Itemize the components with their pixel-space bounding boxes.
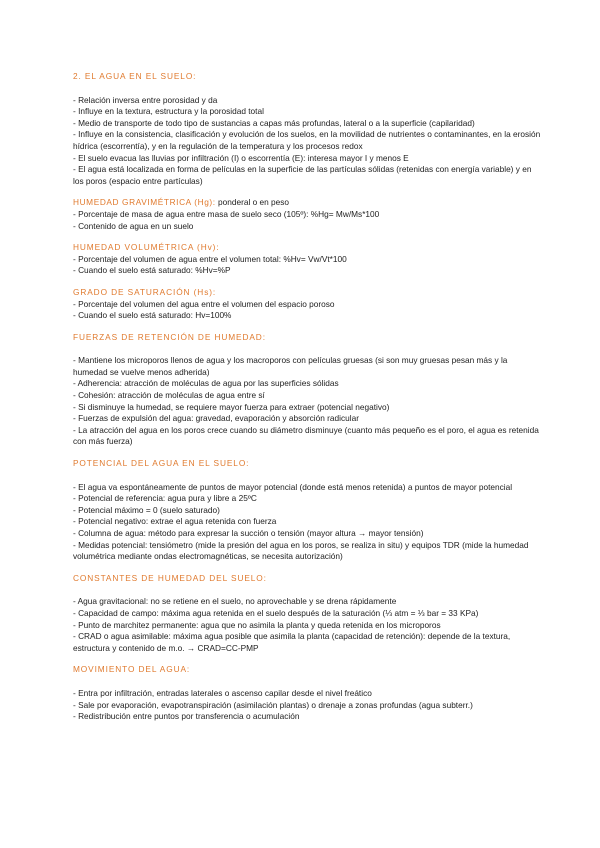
water-movement-list [73, 688, 543, 723]
list-item: - Redistribución entre puntos por transferencia o acumulación [73, 711, 300, 722]
list-item: - Medio de transporte de todo tipo de sustancias a capas más profundas, lateral o a la superficie (capilaridad) [73, 117, 475, 128]
list-item: - El agua va espontáneamente de puntos de mayor potencial (donde está menos retenida) a puntos de mayor potencial [73, 481, 513, 492]
list-item: - Agua gravitacional: no se retiene en el suelo, no aprovechable y se drena rápidamente [73, 596, 397, 607]
saturation-heading: GRADO DE SATURACIÓN (Hs): [73, 286, 217, 297]
water-potential-heading: POTENCIAL DEL AGUA EN EL SUELO: [73, 458, 250, 469]
list-item: - Relación inversa entre porosidad y da [73, 94, 218, 105]
list-item: - La atracción del agua en los poros crece cuando su diámetro disminuye (cuanto más pequeño es el poro, el agua es retenida con más fuerza) [73, 424, 539, 447]
list-item: - Punto de marchitez permanente: agua que no asimila la planta y queda retenida en los microporos [73, 619, 441, 630]
water-potential-list [73, 482, 543, 563]
saturation-list [73, 299, 543, 322]
list-item: - Entra por infiltración, entradas laterales o ascenso capilar desde el nivel freático [73, 687, 372, 698]
gravimetric-suffix: ponderal o en peso [215, 197, 290, 208]
retention-forces-list [73, 355, 543, 448]
section-title: 2. EL AGUA EN EL SUELO: [73, 71, 197, 81]
list-item: - Porcentaje del volumen del agua entre el volumen del espacio poroso [73, 298, 335, 309]
list-item: - Porcentaje de masa de agua entre masa de suelo seco (105º): %Hg= Mw/Ms*100 [73, 208, 380, 219]
moisture-constants-heading: CONSTANTES DE HUMEDAD DEL SUELO: [73, 572, 267, 583]
gravimetric-list [73, 209, 543, 232]
list-item: - Mantiene los microporos llenos de agua y los macroporos con películas gruesas (si son muy gruesas pesan más y la humedad se vuelve menos adherida) [73, 355, 508, 377]
document-page [73, 71, 543, 723]
volumetric-list [73, 254, 543, 277]
list-item: - CRAD o agua asimilable: máxima agua posible que asimila la planta (capacidad de retención): depende de la textura, estructura y contenido de m.o. → CRAD=CC-PMP [73, 631, 511, 653]
list-item: - El suelo evacua las lluvias por infiltración (I) o escorrentía (E): interesa mayor I y menos E [73, 152, 409, 163]
list-item: - Sale por evaporación, evapotranspiración (asimilación plantas) o drenaje a zonas profundas (agua subterr.) [73, 699, 473, 710]
retention-forces-heading: FUERZAS DE RETENCIÓN DE HUMEDAD: [73, 331, 266, 342]
list-item: - Cuando el suelo está saturado: %Hv=%P [73, 265, 231, 276]
gravimetric-label: HUMEDAD GRAVIMÉTRICA (Hg): [73, 197, 216, 208]
list-item: - Fuerzas de expulsión del agua: gravedad, evaporación y absorción radicular [73, 413, 359, 424]
list-item: - Adherencia: atracción de moléculas de agua por las superficies sólidas [73, 378, 339, 389]
intro-list [73, 95, 543, 188]
list-item: - Columna de agua: método para expresar la succión o tensión (mayor altura → mayor tensión) [73, 528, 424, 538]
list-item: - Medidas potencial: tensiómetro (mide la presión del agua en los poros, se realiza in situ) y equipos TDR (mide la humedad volumétrica mediante ondas electromagnéticas, se necesita autorización) [73, 539, 529, 562]
volumetric-heading: HUMEDAD VOLUMÉTRICA (Hv): [73, 242, 220, 253]
list-item: - Potencial máximo = 0 (suelo saturado) [73, 504, 220, 515]
water-movement-heading: MOVIMIENTO DEL AGUA: [73, 664, 191, 675]
list-item: - Influye en la consistencia, clasificación y evolución de los suelos, en la movilidad de nutrientes o contaminantes, en la erosión hídrica (escorrentía), y en la regulación de la temperatura y los procesos redox [73, 129, 541, 151]
list-item: - Porcentaje del volumen de agua entre el volumen total: %Hv= Vw/Vt*100 [73, 253, 347, 264]
list-item: - Cuando el suelo está saturado: Hv=100% [73, 310, 232, 321]
list-item: - Capacidad de campo: máxima agua retenida en el suelo después de la saturación (⅓ atm = ⅓ bar = 33 KPa) [73, 607, 479, 618]
moisture-constants-list [73, 596, 543, 654]
list-item: - Influye en la textura, estructura y la porosidad total [73, 106, 264, 117]
list-item: - Potencial de referencia: agua pura y libre a 25ºC [73, 493, 257, 504]
list-item: - Si disminuye la humedad, se requiere mayor fuerza para extraer (potencial negativo) [73, 401, 390, 412]
list-item: - El agua está localizada en forma de películas en la superficie de las partículas sólidas (retenidas con energía variable) y en los poros (espacio entre partículas) [73, 164, 532, 186]
list-item: - Potencial negativo: extrae el agua retenida con fuerza [73, 516, 277, 527]
list-item: - Cohesión: atracción de moléculas de agua entre sí [73, 390, 265, 401]
list-item: - Contenido de agua en un suelo [73, 220, 194, 231]
gravimetric-heading [73, 197, 543, 209]
